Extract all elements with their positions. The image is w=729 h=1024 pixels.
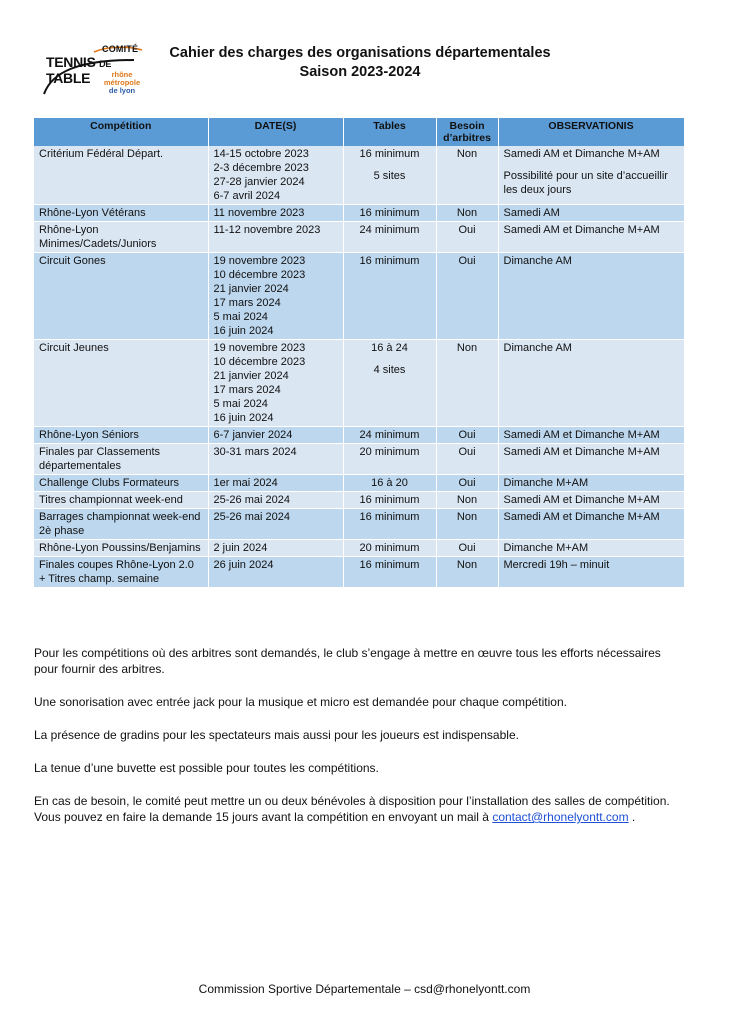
cell-observations-line: Samedi AM et Dimanche M+AM [503, 148, 660, 160]
table-header-row [34, 118, 684, 146]
cell-observations-line: Dimanche AM [503, 255, 572, 267]
cell-dates-line: 6-7 avril 2024 [213, 190, 281, 202]
cell-tables-line: 20 minimum [359, 542, 420, 554]
cell-observations-line: Samedi AM et Dimanche M+AM [503, 224, 660, 236]
cell-tables [343, 253, 436, 340]
logo-rhone-metropole [95, 71, 149, 95]
cell-dates [208, 557, 343, 588]
cell-dates-line: 2-3 décembre 2023 [213, 162, 309, 174]
cell-observations-line: Dimanche M+AM [503, 542, 589, 554]
cell-competition: Barrages championnat week-end 2è phase [34, 509, 208, 540]
table-row [34, 540, 684, 557]
cell-observations-line [504, 161, 679, 169]
cell-observations [498, 444, 684, 475]
cell-dates [208, 340, 343, 427]
cell-besoin: Non [436, 557, 498, 588]
cell-tables-line: 16 minimum [359, 255, 420, 267]
cell-tables-line: 16 minimum [359, 494, 420, 506]
cell-observations-line: Possibilité pour un site d’accueillir les deux jours [503, 170, 668, 196]
cell-tables-line: 20 minimum [359, 446, 420, 458]
cell-besoin: Oui [436, 444, 498, 475]
col-header-besoin: Besoin d’arbitres [436, 118, 498, 146]
logo-comite: COMITÉ [102, 44, 139, 54]
competitions-table [34, 118, 685, 588]
col-header-competition: Compétition [34, 118, 208, 146]
cell-observations-line: Samedi AM [503, 207, 560, 219]
cell-dates [208, 509, 343, 540]
logo-de-lyon: de lyon [108, 86, 136, 95]
cell-observations [498, 557, 684, 588]
cell-dates-line: 5 mai 2024 [213, 311, 268, 323]
table-row [34, 205, 684, 222]
cell-observations [498, 540, 684, 557]
cell-dates-line: 11-12 novembre 2023 [213, 224, 321, 236]
cell-tables [343, 444, 436, 475]
cell-dates-line: 27-28 janvier 2024 [213, 176, 305, 188]
cell-dates [208, 146, 343, 205]
cell-dates [208, 475, 343, 492]
cell-besoin: Oui [436, 427, 498, 444]
cell-besoin: Oui [436, 222, 498, 253]
cell-observations [498, 253, 684, 340]
cell-dates-line: 10 décembre 2023 [213, 356, 306, 368]
cell-dates-line: 1er mai 2024 [213, 477, 278, 489]
table-row [34, 222, 684, 253]
table-row [34, 340, 684, 427]
table-row [34, 557, 684, 588]
page-title [150, 44, 570, 82]
cell-besoin: Oui [436, 540, 498, 557]
logo-rhone-metropole-text: rhône métropole [103, 70, 141, 87]
cell-competition: Critérium Fédéral Départ. [34, 146, 208, 205]
cell-dates [208, 222, 343, 253]
cell-dates-line: 19 novembre 2023 [213, 255, 306, 267]
cell-dates-line: 11 novembre 2023 [213, 207, 305, 219]
cell-competition: Circuit Jeunes [34, 340, 208, 427]
logo-tennis: TENNIS [46, 54, 96, 70]
paragraph-gradins: La présence de gradins pour les spectateurs mais aussi pour les joueurs est indispensable. [34, 728, 519, 742]
col-header-observations: OBSERVATIONIS [498, 118, 684, 146]
cell-besoin: Non [436, 509, 498, 540]
cell-observations-line: Samedi AM et Dimanche M+AM [503, 511, 660, 523]
cell-tables-line: 5 sites [373, 170, 406, 182]
cell-besoin: Non [436, 146, 498, 205]
committee-logo [38, 44, 148, 96]
table-row [34, 492, 684, 509]
cell-competition: Finales coupes Rhône-Lyon 2.0 + Titres champ. semaine [34, 557, 208, 588]
cell-observations-line: Samedi AM et Dimanche M+AM [503, 494, 660, 506]
cell-tables [343, 509, 436, 540]
paragraph-benevoles-end: . [628, 810, 636, 824]
table-row [34, 509, 684, 540]
cell-dates [208, 427, 343, 444]
cell-tables-line: 16 minimum [359, 148, 420, 160]
paragraph-arbitres: Pour les compétitions où des arbitres sont demandés, le club s’engage à mettre en œuvre tous les efforts nécessaires pour fournir des arbitres. [34, 646, 661, 676]
logo-table: TABLE [46, 70, 91, 86]
cell-dates-line: 19 novembre 2023 [213, 342, 306, 354]
cell-besoin: Non [436, 205, 498, 222]
cell-tables [343, 205, 436, 222]
cell-competition: Circuit Gones [34, 253, 208, 340]
cell-tables [343, 475, 436, 492]
cell-besoin: Oui [436, 253, 498, 340]
title-line-2: Saison 2023-2024 [299, 64, 421, 80]
cell-dates-line: 25-26 mai 2024 [213, 511, 290, 523]
cell-dates-line: 6-7 janvier 2024 [213, 429, 293, 441]
col-header-dates: DATE(S) [208, 118, 343, 146]
paragraph-sonorisation: Une sonorisation avec entrée jack pour la musique et micro est demandée pour chaque compétition. [34, 695, 567, 709]
cell-tables-line: 4 sites [373, 364, 406, 376]
cell-observations [498, 492, 684, 509]
footer: Commission Sportive Départementale – csd@rhonelyontt.com [198, 982, 531, 996]
table-row [34, 146, 684, 205]
col-header-tables: Tables [343, 118, 436, 146]
cell-competition: Rhône-Lyon Vétérans [34, 205, 208, 222]
cell-observations [498, 427, 684, 444]
cell-dates-line: 10 décembre 2023 [213, 269, 306, 281]
cell-dates-line: 5 mai 2024 [213, 398, 268, 410]
cell-competition: Rhône-Lyon Poussins/Benjamins [34, 540, 208, 557]
cell-competition: Challenge Clubs Formateurs [34, 475, 208, 492]
cell-dates [208, 205, 343, 222]
cell-competition: Rhône-Lyon Séniors [34, 427, 208, 444]
paragraph-benevoles-text: En cas de besoin, le comité peut mettre un ou deux bénévoles à disposition pour l’installation des salles de compétition. Vous pouvez en faire la demande 15 jours avant la compétition en envoyant un mail à [34, 794, 670, 824]
cell-tables-line [349, 161, 431, 169]
cell-observations [498, 146, 684, 205]
cell-tables-line: 24 minimum [359, 224, 420, 236]
table-row [34, 444, 684, 475]
cell-competition: Rhône-Lyon Minimes/Cadets/Juniors [34, 222, 208, 253]
cell-competition: Titres championnat week-end [34, 492, 208, 509]
cell-tables-line: 16 minimum [359, 207, 420, 219]
cell-tables-line [349, 355, 431, 363]
cell-dates-line: 16 juin 2024 [213, 325, 274, 337]
table-row [34, 427, 684, 444]
table-row [34, 475, 684, 492]
cell-observations [498, 340, 684, 427]
cell-tables-line: 16 minimum [359, 511, 420, 523]
cell-besoin: Non [436, 492, 498, 509]
cell-tables [343, 427, 436, 444]
cell-observations [498, 222, 684, 253]
title-line-1: Cahier des charges des organisations départementales [169, 45, 551, 61]
cell-tables-line: 16 à 24 [371, 342, 408, 354]
cell-tables [343, 557, 436, 588]
cell-dates [208, 540, 343, 557]
cell-tables [343, 222, 436, 253]
logo-de: DE [99, 59, 112, 69]
paragraph-buvette: La tenue d’une buvette est possible pour toutes les compétitions. [34, 761, 379, 775]
cell-tables [343, 146, 436, 205]
cell-observations-line: Samedi AM et Dimanche M+AM [503, 446, 660, 458]
cell-observations [498, 509, 684, 540]
cell-observations [498, 475, 684, 492]
cell-observations-line: Samedi AM et Dimanche M+AM [503, 429, 660, 441]
cell-observations-line: Dimanche AM [503, 342, 572, 354]
cell-dates-line: 16 juin 2024 [213, 412, 274, 424]
table-row [34, 253, 684, 340]
cell-tables-line: 24 minimum [359, 429, 420, 441]
contact-email-link[interactable]: contact@rhonelyontt.com [492, 810, 629, 824]
cell-dates [208, 492, 343, 509]
cell-dates-line: 25-26 mai 2024 [213, 494, 290, 506]
cell-tables-line: 16 à 20 [371, 477, 408, 489]
cell-competition: Finales par Classements départementales [34, 444, 208, 475]
cell-dates-line: 21 janvier 2024 [213, 370, 289, 382]
cell-observations-line: Mercredi 19h – minuit [503, 559, 610, 571]
cell-tables [343, 340, 436, 427]
cell-dates-line: 17 mars 2024 [213, 384, 281, 396]
cell-dates-line: 26 juin 2024 [213, 559, 274, 571]
cell-tables [343, 540, 436, 557]
paragraph-benevoles [34, 793, 684, 825]
cell-dates-line: 17 mars 2024 [213, 297, 281, 309]
cell-dates-line: 30-31 mars 2024 [213, 446, 297, 458]
cell-besoin: Oui [436, 475, 498, 492]
cell-tables-line: 16 minimum [359, 559, 420, 571]
cell-dates-line: 2 juin 2024 [213, 542, 268, 554]
cell-observations [498, 205, 684, 222]
cell-besoin: Non [436, 340, 498, 427]
cell-dates-line: 14-15 octobre 2023 [213, 148, 309, 160]
cell-observations-line: Dimanche M+AM [503, 477, 589, 489]
cell-dates-line: 21 janvier 2024 [213, 283, 289, 295]
cell-dates [208, 253, 343, 340]
cell-tables [343, 492, 436, 509]
cell-dates [208, 444, 343, 475]
